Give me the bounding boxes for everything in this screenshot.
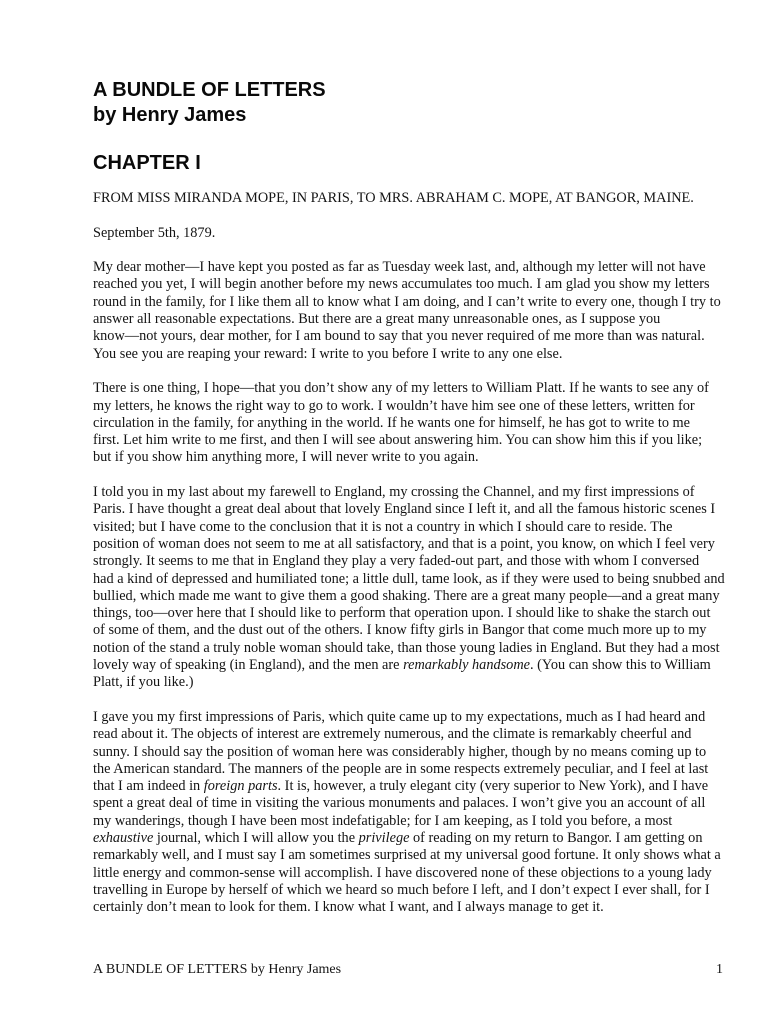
text-line — [93, 778, 733, 795]
text-run: of reading on my return to Bangor. I am getting on — [409, 829, 703, 846]
text-line — [93, 657, 733, 674]
text-line: but if you show him anything more, I will never write to you again. — [93, 449, 479, 466]
text-line: my letters, he knows the right way to go to work. I wouldn’t have him see one of these letters, written for — [93, 397, 695, 414]
text-line: notion of the stand a truly noble woman should take, than those young ladies in England. But they had a most — [93, 639, 720, 656]
text-run: . It is, however, a truly elegant city (very superior to New York), and I have — [277, 778, 709, 795]
text-line: reached you yet, I will begin another before my news accumulates too much. I am glad you show my letters — [93, 276, 710, 293]
text-line: bullied, which made me want to give them a good shaking. There are a great many people—and a great many — [93, 587, 720, 604]
emphasis: remarkably handsome — [403, 657, 531, 674]
emphasis: exhaustive — [93, 829, 154, 846]
text-line: You see you are reaping your reward: I write to you before I write to any one else. — [93, 345, 563, 362]
text-run: lovely way of speaking (in England), and the men are — [93, 657, 404, 674]
emphasis: privilege — [358, 829, 410, 846]
text-line: I gave you my first impressions of Paris, which quite came up to my expectations, much as I had heard and — [93, 708, 706, 725]
emphasis: foreign parts — [203, 778, 278, 795]
letter-body — [93, 190, 733, 934]
text-line: little energy and common-sense will accomplish. I have discovered none of these objections to a young lady — [93, 864, 712, 881]
text-line: read about it. The objects of interest are extremely numerous, and the climate is remarkably cheerful and — [93, 726, 692, 743]
text-line: the American standard. The manners of the people are in some respects extremely peculiar, and I feel at last — [93, 760, 709, 777]
text-line: There is one thing, I hope—that you don’t show any of my letters to William Platt. If he wants to see any of — [93, 380, 709, 397]
text-line: of some of them, and the dust out of the others. I know fifty girls in Bangor that come much more up to my — [93, 622, 707, 639]
text-line — [93, 830, 733, 847]
letter-date: September 5th, 1879. — [93, 224, 216, 241]
text-line: answer all reasonable expectations. But there are a great many unreasonable ones, as I suppose you — [93, 311, 661, 328]
text-line: My dear mother—I have kept you posted as far as Tuesday week last, and, although my letter will not have — [93, 259, 706, 276]
paragraph-2 — [93, 380, 733, 466]
text-line: round in the family, for I like them all to know what I am doing, and I can’t write to every one, though I try to — [93, 293, 721, 310]
text-line: Paris. I have thought a great deal about that lovely England since I left it, and all the famous historic scenes I — [93, 501, 716, 518]
text-line: spent a great deal of time in visiting the various monuments and palaces. I won’t give you an account of all — [93, 795, 706, 812]
text-line: had a kind of depressed and humiliated tone; a little dull, tame look, as if they were used to being snubbed and — [93, 570, 725, 587]
text-line: remarkably well, and I must say I am sometimes surprised at my universal good fortune. It only shows what a — [93, 847, 721, 864]
text-line: position of woman does not seem to me at all satisfactory, and that is a point, you know, on which I feel very — [93, 535, 715, 552]
letter-heading: FROM MISS MIRANDA MOPE, IN PARIS, TO MRS. ABRAHAM C. MOPE, AT BANGOR, MAINE. — [93, 190, 694, 206]
text-run: . (You can show this to William — [530, 657, 711, 674]
text-line: first. Let him write to me first, and then I will see about answering him. You can show him this if you like; — [93, 432, 703, 449]
text-run: journal, which I will allow you the — [153, 829, 359, 846]
text-line: visited; but I have come to the conclusion that it is not a country in which I should care to reside. The — [93, 518, 673, 535]
paragraph-3 — [93, 484, 733, 692]
text-line: my wanderings, though I have been most indefatigable; for I am keeping, as I told you before, a most — [93, 812, 673, 829]
text-run: that I am indeed in — [93, 778, 204, 795]
footer-text: A BUNDLE OF LETTERS by Henry James — [93, 962, 342, 977]
text-line: sunny. I should say the position of woman here was considerably higher, though by no means coming up to — [93, 743, 707, 760]
text-line: travelling in Europe by herself of which we heard so much before I left, and I don’t expect I ever shall, for I — [93, 881, 710, 898]
text-line: certainly don’t mean to look for them. I know what I want, and I always manage to get it. — [93, 899, 604, 916]
book-title — [93, 78, 326, 128]
page-footer — [93, 961, 723, 978]
page-number: 1 — [716, 962, 723, 977]
text-line: I told you in my last about my farewell to England, my crossing the Channel, and my first impressions of — [93, 484, 695, 501]
text-line: things, too—over here that I should like to perform that operation upon. I should like to shake the starch out — [93, 605, 711, 622]
title-line: A BUNDLE OF LETTERS — [93, 79, 326, 101]
chapter-heading: CHAPTER I — [93, 152, 201, 174]
author-line: by Henry James — [93, 104, 247, 126]
text-line: know—not yours, dear mother, for I am bound to say that you never required of me more than was natural. — [93, 328, 705, 345]
text-line: strongly. It seems to me that in England they play a very faded-out part, and those with whom I conversed — [93, 553, 700, 570]
paragraph-1 — [93, 259, 733, 363]
text-line: Platt, if you like.) — [93, 674, 194, 691]
paragraph-4 — [93, 709, 733, 917]
text-line: circulation in the family, for anything in the world. If he wants one for himself, he has got to write to me — [93, 414, 691, 431]
